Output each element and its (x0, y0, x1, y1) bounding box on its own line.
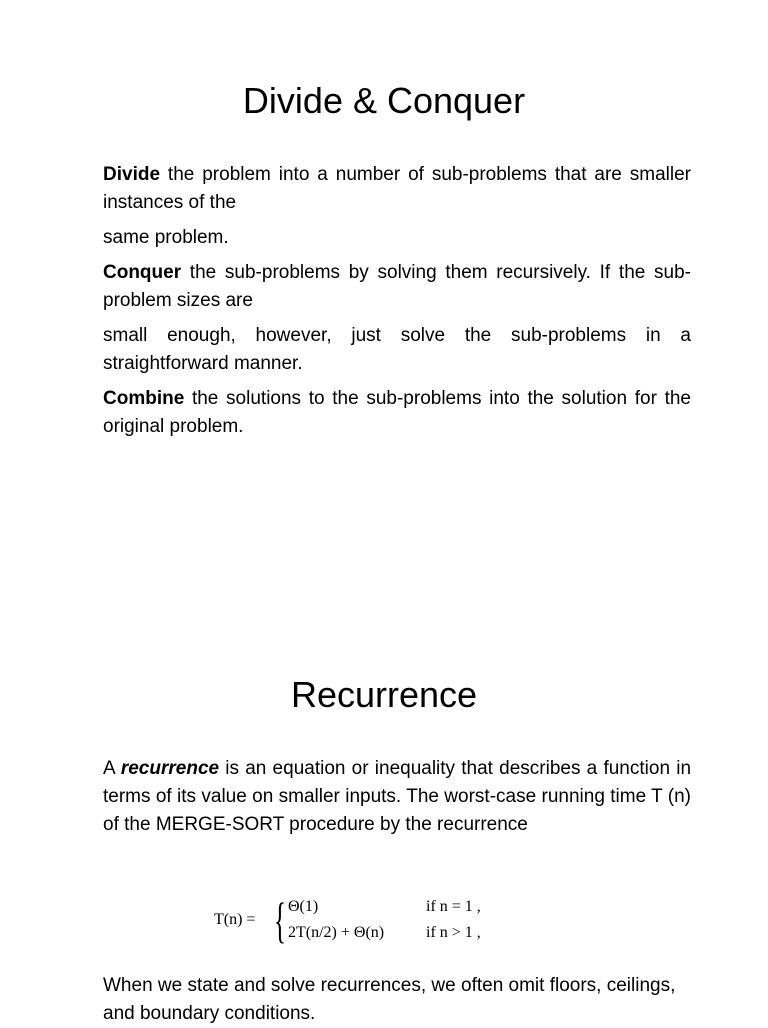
conquer-term: Conquer (103, 262, 182, 283)
divide-text: the problem into a number of sub-problems that are smaller instances of the (103, 164, 691, 213)
formula-case-1: Θ(1) (288, 898, 319, 915)
formula-brace: { (274, 892, 286, 948)
recurrence-text: is an equation or inequality that describes a function in terms of its value on smaller inputs. The worst-case running time T (n) of the MERGE-SORT procedure by the recurrence (103, 758, 692, 835)
conquer-continuation: small enough, however, just solve the sub-problems in a straightforward manner. (103, 325, 691, 374)
divide-conquer-title: Divide & Conquer (242, 80, 526, 121)
conquer-paragraph (103, 259, 691, 315)
recurrence-term: recurrence (120, 758, 220, 779)
recurrence-paragraph (103, 755, 691, 839)
recurrence-title: Recurrence (290, 674, 478, 715)
conquer-text: the sub-problems by solving them recursively. If the sub-problem sizes are (103, 262, 691, 311)
formula-condition-1: if n = 1 , (426, 898, 481, 915)
combine-paragraph (103, 385, 691, 441)
closing-paragraph: When we state and solve recurrences, we often omit floors, ceilings, and boundary conditions. (103, 975, 676, 1024)
recurrence-closing (103, 972, 691, 1028)
formula-condition-2: if n > 1 , (426, 924, 481, 941)
divide-paragraph (103, 161, 691, 217)
combine-text: the solutions to the sub-problems into the solution for the original problem. (103, 388, 691, 437)
merge-sort-recurrence-formula (214, 892, 534, 948)
formula-case-2: 2T(n/2) + Θ(n) (288, 924, 385, 941)
formula-lhs: T(n) = (214, 911, 256, 928)
divide-term: Divide (103, 164, 161, 185)
recurrence-prefix: A (103, 758, 121, 779)
recurrence-intro (103, 755, 691, 839)
combine-term: Combine (103, 388, 185, 409)
divide-continuation: same problem. (103, 227, 229, 248)
divide-conquer-body (103, 161, 691, 448)
